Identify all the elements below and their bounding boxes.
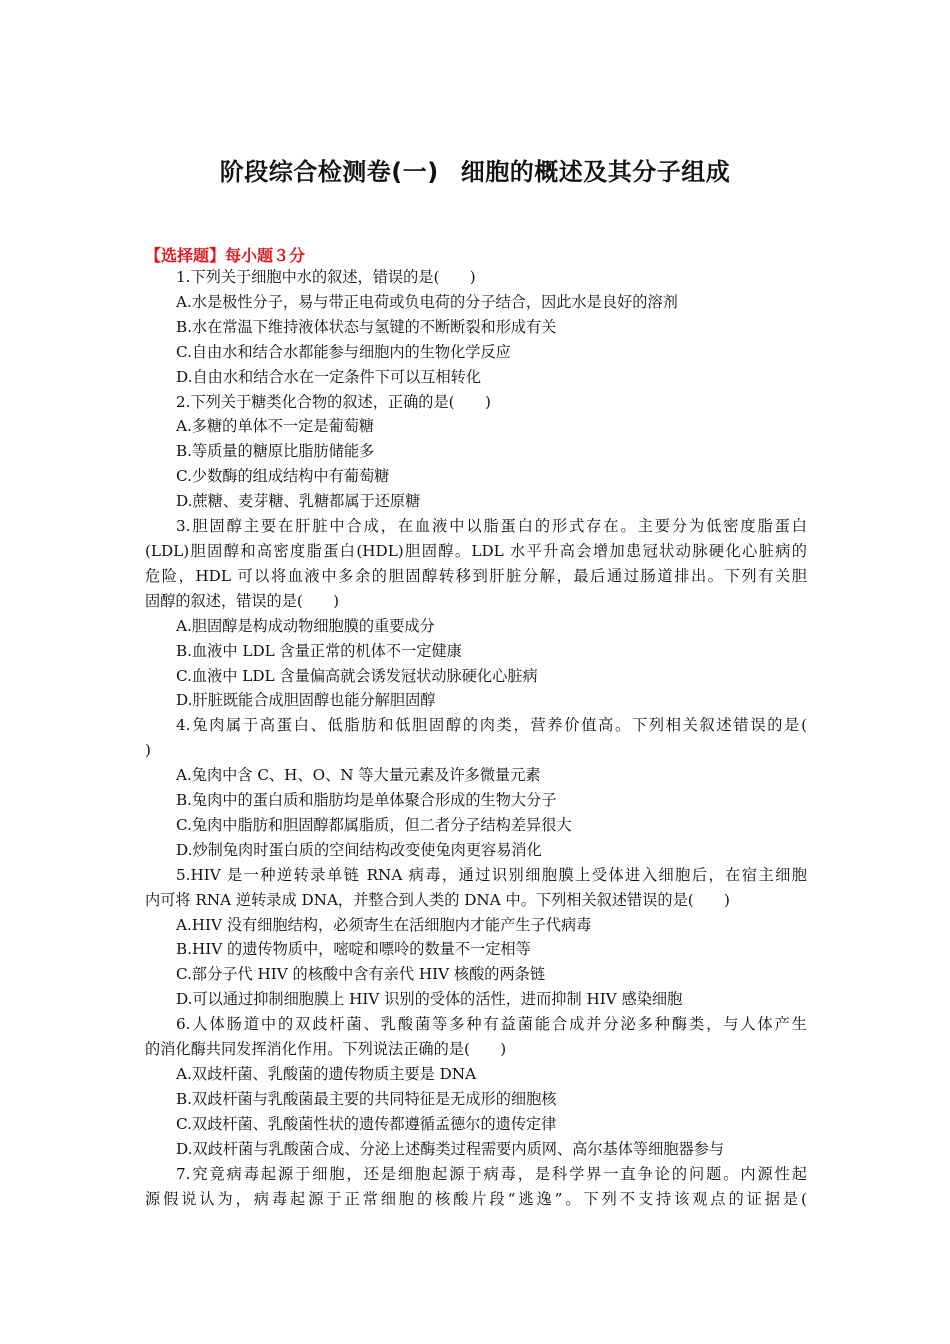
q2-option-a: A.多糖的单体不一定是葡萄糖 bbox=[176, 417, 375, 436]
q7-stem-line-1: 7.究竟病毒起源于细胞，还是细胞起源于病毒，是科学界一直争论的问题。内源性起 bbox=[176, 1164, 807, 1183]
q1-stem: 1.下列关于细胞中水的叙述，错误的是( ) bbox=[176, 268, 476, 286]
title-right: 细胞的概述及其分子组成 bbox=[460, 158, 731, 186]
q5-stem-line-1: 5.HIV 是一种逆转录单链 RNA 病毒，通过识别细胞膜上受体进入细胞后，在宿主细胞 bbox=[176, 865, 807, 884]
q3-stem-line-2: (LDL)胆固醇和高密度脂蛋白(HDL)胆固醇。LDL 水平升高会增加患冠状动脉硬化心脏病的 bbox=[145, 541, 807, 560]
q1-option-a: A.水是极性分子，易与带正电荷或负电荷的分子结合，因此水是良好的溶剂 bbox=[176, 292, 678, 311]
title-left: 阶段综合检测卷(一) bbox=[219, 158, 439, 186]
q6-option-c: C.双歧杆菌、乳酸菌性状的遗传都遵循孟德尔的遗传定律 bbox=[176, 1114, 557, 1133]
q2-stem: 2.下列关于糖类化合物的叙述，正确的是( ) bbox=[176, 392, 491, 411]
q5-stem-line-2: 内可将 RNA 逆转录成 DNA，并整合到人类的 DNA 中。下列相关叙述错误的是( ) bbox=[145, 890, 730, 909]
q4-option-b: B.兔肉中的蛋白质和脂肪均是单体聚合形成的生物大分子 bbox=[176, 791, 557, 810]
q3-option-d: D.肝脏既能合成胆固醇也能分解胆固醇 bbox=[176, 691, 436, 710]
q4-stem-line-2: ) bbox=[145, 741, 151, 760]
q3-stem-line-3: 危险，HDL 可以将血液中多余的胆固醇转移到肝脏分解，最后通过肠道排出。下列有关胆 bbox=[145, 566, 807, 585]
q6-stem-line-2: 的消化酶共同发挥消化作用。下列说法正确的是( ) bbox=[145, 1040, 507, 1059]
q5-option-b: B.HIV 的遗传物质中，嘧啶和嘌呤的数量不一定相等 bbox=[176, 940, 531, 959]
q2-option-b: B.等质量的糖原比脂肪储能多 bbox=[176, 442, 375, 461]
page-title bbox=[0, 152, 950, 187]
q1-option-b: B.水在常温下维持液体状态与氢键的不断断裂和形成有关 bbox=[176, 317, 557, 336]
q2-option-d: D.蔗糖、麦芽糖、乳糖都属于还原糖 bbox=[176, 492, 421, 511]
q6-option-d: D.双歧杆菌与乳酸菌合成、分泌上述酶类过程需要内质网、高尔基体等细胞器参与 bbox=[176, 1139, 725, 1158]
q7-stem-line-2: 源假说认为，病毒起源于正常细胞的核酸片段“逃逸”。下列不支持该观点的证据是( bbox=[145, 1189, 807, 1208]
q4-option-c: C.兔肉中脂肪和胆固醇都属脂质，但二者分子结构差异很大 bbox=[176, 815, 572, 834]
q5-option-c: C.部分子代 HIV 的核酸中含有亲代 HIV 核酸的两条链 bbox=[176, 965, 546, 984]
q5-option-d: D.可以通过抑制细胞膜上 HIV 识别的受体的活性，进而抑制 HIV 感染细胞 bbox=[176, 990, 683, 1009]
q3-option-c: C.血液中 LDL 含量偏高就会诱发冠状动脉硬化心脏病 bbox=[176, 666, 538, 685]
q6-option-b: B.双歧杆菌与乳酸菌最主要的共同特征是无成形的细胞核 bbox=[176, 1089, 557, 1108]
q3-stem-line-4: 固醇的叙述，错误的是( ) bbox=[145, 591, 340, 610]
q4-option-d: D.炒制兔肉时蛋白质的空间结构改变使兔肉更容易消化 bbox=[176, 840, 542, 859]
q3-option-b: B.血液中 LDL 含量正常的机体不一定健康 bbox=[176, 641, 462, 660]
q4-stem-line-1: 4.兔肉属于高蛋白、低脂肪和低胆固醇的肉类，营养价值高。下列相关叙述错误的是( bbox=[176, 716, 807, 735]
q1-option-d: D.自由水和结合水在一定条件下可以互相转化 bbox=[176, 367, 482, 386]
q5-option-a: A.HIV 没有细胞结构，必须寄生在活细胞内才能产生子代病毒 bbox=[176, 915, 592, 934]
question-list bbox=[145, 265, 807, 1211]
q6-stem-line-1: 6.人体肠道中的双歧杆菌、乳酸菌等多种有益菌能合成并分泌多种酶类，与人体产生 bbox=[176, 1015, 807, 1034]
q3-stem-line-1: 3.胆固醇主要在肝脏中合成，在血液中以脂蛋白的形式存在。主要分为低密度脂蛋白 bbox=[176, 517, 807, 536]
q4-option-a: A.兔肉中含 C、H、O、N 等大量元素及许多微量元素 bbox=[176, 766, 541, 785]
q6-option-a: A.双歧杆菌、乳酸菌的遗传物质主要是 DNA bbox=[176, 1065, 477, 1083]
q1-option-c: C.自由水和结合水都能参与细胞内的生物化学反应 bbox=[176, 342, 511, 361]
section-label: 【选择题】每小题３分 bbox=[145, 246, 306, 265]
q2-option-c: C.少数酶的组成结构中有葡萄糖 bbox=[176, 467, 390, 486]
q3-option-a: A.胆固醇是构成动物细胞膜的重要成分 bbox=[176, 616, 435, 635]
